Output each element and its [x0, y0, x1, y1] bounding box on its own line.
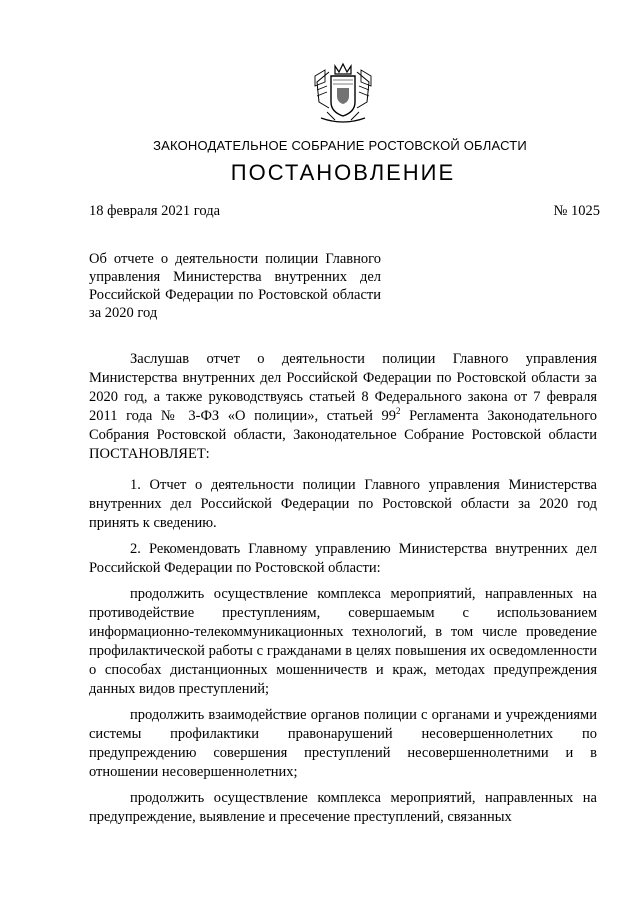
resolution-item-1: 1. Отчет о деятельности полиции Главного управления Министерства внутренних дел Российской Федерации по Ростовской области за 2020 год принять к сведению. — [89, 477, 597, 531]
rostov-oblast-coat-of-arms-icon — [311, 62, 375, 128]
organization-name: ЗАКОНОДАТЕЛЬНОЕ СОБРАНИЕ РОСТОВСКОЙ ОБЛАСТИ — [153, 138, 527, 153]
document-subject: Об отчете о деятельности полиции Главного управления Министерства внутренних дел Российской Федерации по Ростовской области за 2020 год — [89, 251, 381, 321]
resolution-item-2: 2. Рекомендовать Главному управлению Министерства внутренних дел Российской Федерации по Ростовской области: — [89, 541, 597, 576]
preamble-text: Заслушав отчет о деятельности полиции Главного управления Министерства внутренних дел Российской Федерации по Ростовской области за 2020 год, а также руководствуясь статьей 8 Федерального закона от 7 февраля 2011 года № 3-ФЗ «О полиции», статьей 99 — [89, 351, 597, 424]
document-type: ПОСТАНОВЛЕНИЕ — [230, 160, 456, 185]
recommendation-item: продолжить взаимодействие органов полиции с органами и учреждениями системы профилактики правонарушений несовершеннолетних по предупреждению совершения преступлений несовершеннолетними и в отношении несовершеннолетних; — [89, 707, 597, 780]
article-superscript: 2 — [395, 406, 401, 417]
document-number: № 1025 — [553, 203, 600, 219]
recommendation-item: продолжить осуществление комплекса мероприятий, направленных на противодействие преступлениям, совершаемым с использованием информационно-телекоммуникационных технологий, в том числе проведение профилактической работы с гражданами в целях повышения их осведомленности о способах дистанционных мошенничеств и краж, методах предупреждения данных видов преступлений; — [89, 586, 597, 697]
document-date: 18 февраля 2021 года — [89, 203, 221, 219]
preamble-text-end: Регламента Законодательного Собрания Ростовской области, Законодательное Собрание Ростовской области ПОСТАНОВЛЯЕТ: — [89, 408, 597, 462]
document-body — [89, 350, 597, 827]
preamble-paragraph — [89, 350, 597, 464]
recommendation-item: продолжить осуществление комплекса мероприятий, направленных на предупреждение, выявление и пресечение преступлений, связанных — [89, 790, 597, 825]
